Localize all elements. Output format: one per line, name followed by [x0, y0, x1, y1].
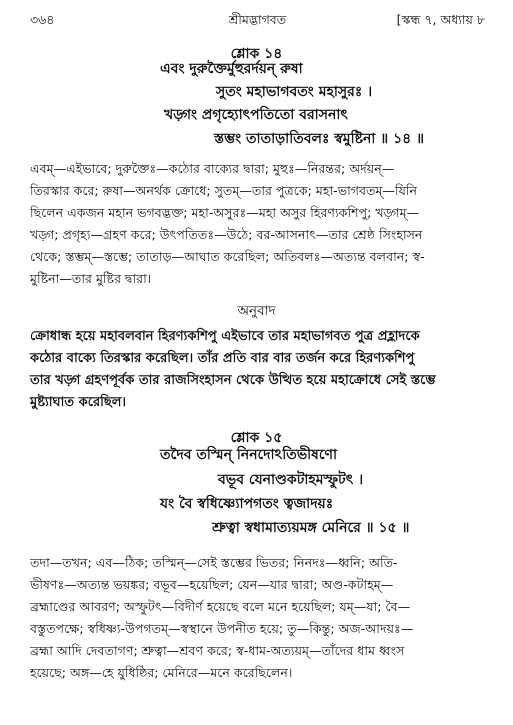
- synonym-line: হয়েছে; অঙ্গ—হে যুধিষ্ঠির; মেনিরে—মনে করেছিলেন।: [30, 665, 293, 680]
- verse-14-line: খড়্গং প্রগৃহ্যোৎপতিতো বরাসনাৎ: [164, 107, 348, 123]
- section-reference: [স্কন্ধ ৭, অধ্যায় ৮: [396, 12, 485, 27]
- synonym-line: বস্তুতপক্ষে; স্বধিষ্ণ্য-উপগতম্—স্বস্থানে উপনীত হয়ে; তু—কিন্তু; অজ-আদয়ঃ—: [30, 621, 414, 636]
- verse-15-title: শ্লোক ১৫: [230, 430, 283, 446]
- page-header: [30, 12, 485, 34]
- verse-14-title: শ্লোক ১৪: [230, 46, 283, 62]
- synonym-line: ব্রহ্মাণ্ডের আবরণ; অস্ফুটৎ—বিদীর্ণ হয়েছে বলে মনে হয়েছিল; যম্—যা; বৈ—: [30, 599, 411, 614]
- book-title: শ্রীমদ্ভাগবত: [228, 12, 287, 27]
- translation-line: মুষ্ট্যাঘাত করেছিল।: [30, 395, 127, 410]
- translation-line: কঠোর বাক্যে তিরস্কার করেছিল। তাঁর প্রতি বার বার তর্জন করে হিরণ্যকশিপু: [30, 351, 415, 366]
- verse-15-line: তদৈব তস্মিন্ নিনদোঽতিভীষণো: [160, 447, 338, 463]
- synonym-line: এবম্—এইভাবে; দুরুক্তৈঃ—কঠোর বাক্যের দ্বারা; মুহুঃ—নিরন্তর; অর্দয়ন্—: [30, 161, 395, 176]
- synonym-line: তিরস্কার করে; রুষা—অনর্থক ক্রোধে; সুতম্—তার পুত্রকে; মহা-ভাগবতম্—যিনি: [30, 183, 418, 198]
- synonym-line: থেকে; স্তম্ভম্—স্তম্ভে; তাতাড়—আঘাত করেছিল; অতিবলঃ—অত্যন্ত বলবান; স্ব-: [30, 249, 425, 264]
- translation-heading: অনুবাদ: [237, 303, 276, 319]
- verse-14-line: স্তম্ভং তাতাড়াতিবলঃ স্বমুষ্টিনা ॥ ১৪ ॥: [214, 131, 425, 147]
- synonym-line: ভীষণঃ—অত্যন্ত ভয়ঙ্কর; বভূব—হয়েছিল; যেন—যার দ্বারা; অণ্ড-কটাহম্—: [30, 577, 394, 592]
- synonym-line: মুষ্টিনা—তার মুষ্টির দ্বারা।: [30, 271, 152, 286]
- translation-line: ক্রোধান্ধ হয়ে মহাবলবান হিরণ্যকশিপু এইভাবে তার মহাভাগবত পুত্র প্রহ্লাদকে: [30, 329, 420, 344]
- verse-15-line: বভূব যেনাণ্ডকটাহমস্ফুটৎ ।: [218, 472, 364, 488]
- verse-14-line: সুতং মহাভাগবতং মহাসুরঃ ।: [216, 84, 373, 100]
- synonym-line: ব্রহ্মা আদি দেবতাগণ; শ্রুত্বা—শ্রবণ করে; স্ব-ধাম-অত্যয়ম্—তাঁদের ধাম ধ্বংস: [30, 643, 405, 658]
- page-number: ৩৬৪: [30, 12, 55, 27]
- verse-14-translation: [30, 326, 485, 414]
- synonym-line: ছিলেন একজন মহান ভগবদ্ভক্ত; মহা-অসুরঃ—মহা অসুর হিরণ্যকশিপু; খড়্গম্—: [30, 205, 420, 220]
- verse-15-line: শ্রুত্বা স্বধামাত্যয়মঙ্গ মেনিরে ॥ ১৫ ॥: [212, 520, 410, 536]
- synonym-line: তদা—তখন; এব—ঠিক; তস্মিন্—সেই স্তম্ভের ভিতর; নিনদঃ—ধ্বনি; অতি-: [30, 555, 398, 570]
- verse-14-synonyms: [30, 158, 485, 290]
- verse-14-line: এবং দুরুক্তৈর্মুহুরর্দয়ন্ রুষা: [160, 61, 303, 77]
- verse-15-line: যং বৈ স্বধিষ্ণ্যোপগতং ত্বজাদয়ঃ: [160, 496, 334, 512]
- translation-line: তার খড়্গ গ্রহণপূর্বক তার রাজসিংহাসন থেকে উত্থিত হয়ে মহাক্রোধে সেই স্তম্ভে: [30, 373, 436, 388]
- synonym-line: খড়্গ; প্রগৃহ্য—গ্রহণ করে; উৎপতিতঃ—উঠে; বর-আসনাৎ—তার শ্রেষ্ঠ সিংহাসন: [30, 227, 423, 242]
- verse-15-synonyms: [30, 552, 485, 684]
